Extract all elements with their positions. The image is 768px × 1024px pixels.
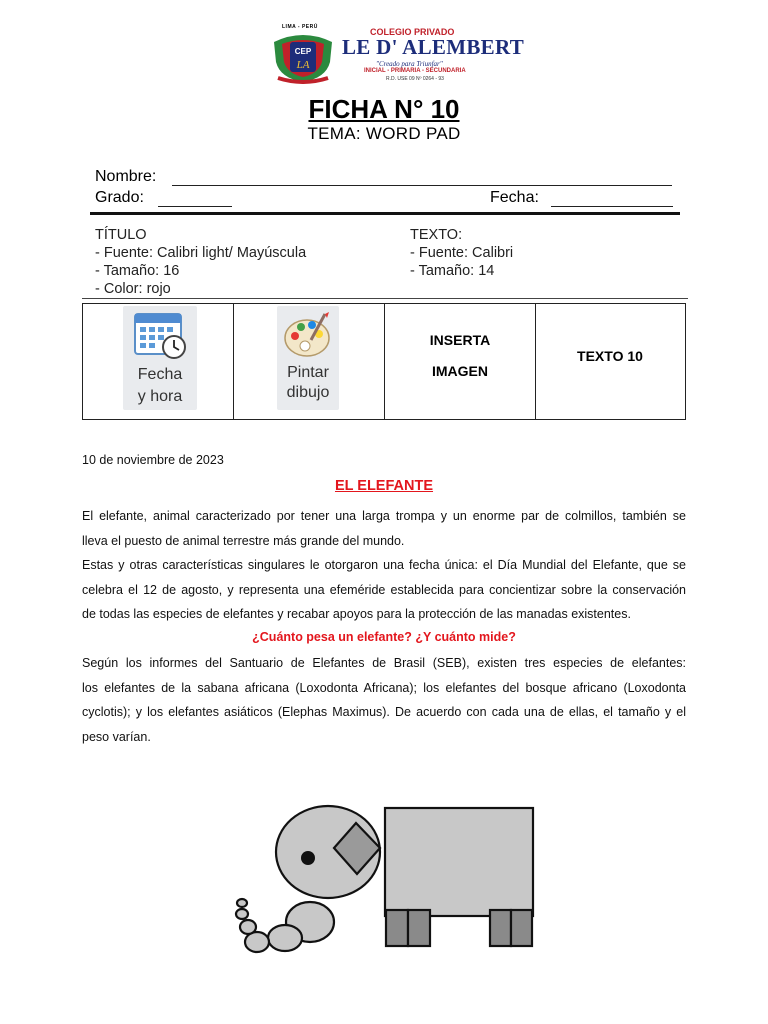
school-resolution: R.D. USE 09 Nº 0264 - 93 — [386, 76, 444, 82]
paragraph-2 — [82, 553, 686, 627]
document-date: 10 de noviembre de 2023 — [82, 453, 224, 467]
paint-label-1: Pintar — [287, 364, 329, 381]
insert-image-line-2: IMAGEN — [432, 363, 488, 379]
elephant-trunk-segment — [240, 920, 256, 934]
paragraph-line: El elefante, animal caracterizado por tener una larga trompa y un enorme par de colmillos, también se — [82, 509, 686, 523]
elephant-leg — [408, 910, 430, 946]
paragraph-line: lleva el puesto de animal terrestre más grande del mundo. — [82, 533, 405, 548]
date-time-label-2: y hora — [137, 388, 183, 405]
paint-palette-icon — [281, 310, 335, 362]
table-cell-text — [536, 304, 684, 419]
date-field-line[interactable] — [551, 206, 673, 207]
instruction-item: - Color: rojo — [95, 281, 171, 297]
paint-label-2: dibujo — [286, 384, 330, 401]
title-instructions — [95, 226, 306, 298]
school-motto: "Creado para Triunfar" — [376, 60, 443, 68]
name-field-line[interactable] — [172, 185, 672, 186]
elephant-trunk-segment — [268, 925, 302, 951]
divider — [82, 298, 688, 299]
svg-text:LA: LA — [296, 59, 310, 71]
text-10-label: TEXTO 10 — [577, 348, 643, 364]
instruction-item: - Fuente: Calibri — [410, 245, 514, 261]
name-label: Nombre: — [95, 168, 157, 185]
elephant-body — [385, 808, 533, 916]
instruction-item: - Fuente: Calibri light/ Mayúscula — [95, 245, 307, 261]
school-name: LE D' ALEMBERT — [342, 35, 525, 59]
document-subheading: ¿Cuánto pesa un elefante? ¿Y cuánto mide? — [252, 630, 516, 644]
elephant-leg — [386, 910, 408, 946]
table-cell-date-time — [83, 304, 234, 419]
insert-image-line-1: INSERTA — [429, 332, 491, 348]
date-time-label-1: Fecha — [137, 366, 183, 383]
title-instructions-heading: TÍTULO — [95, 227, 147, 243]
svg-text:CEP: CEP — [294, 47, 312, 56]
instruction-item: - Tamaño: 14 — [410, 263, 495, 279]
paragraph-3 — [82, 651, 686, 749]
page-subtitle: TEMA: WORD PAD — [307, 124, 461, 143]
text-instructions — [410, 226, 513, 280]
elephant-trunk-segment — [237, 899, 247, 907]
date-label: Fecha: — [490, 189, 539, 206]
document-heading: EL ELEFANTE — [334, 478, 434, 494]
grade-field-line[interactable] — [158, 206, 232, 207]
grade-label: Grado: — [95, 189, 144, 206]
logo-top-text: LIMA - PERÚ — [282, 24, 318, 30]
paragraph-line: Estas y otras características singulares le otorgaron una fecha única: el Día Mundial del Elefante, que se — [82, 558, 686, 572]
paragraph-line: los elefantes de la sabana africana (Loxodonta Africana); los elefantes del bosque africano (Loxodonta — [82, 680, 686, 695]
elephant-trunk-segment — [236, 909, 248, 919]
paint-drawing-button[interactable] — [277, 306, 339, 410]
paragraph-line: de todas las especies de elefantes y recabar apoyos para la protección de las manadas existentes. — [82, 607, 631, 621]
school-shield-icon — [270, 32, 336, 84]
school-levels: INICIAL - PRIMARIA - SECUNDARIA — [364, 68, 466, 74]
task-table — [82, 303, 686, 420]
divider — [90, 212, 680, 215]
calendar-clock-icon — [133, 310, 189, 360]
elephant-drawing — [220, 790, 550, 960]
paragraph-line: Según los informes del Santuario de Elefantes de Brasil (SEB), existen tres especies de elefantes: — [82, 656, 686, 670]
date-time-button[interactable] — [123, 306, 197, 410]
school-logo — [270, 24, 525, 86]
elephant-leg — [490, 910, 511, 946]
paragraph-line: celebra el 12 de agosto, y representa una efeméride establecida para concientizar sobre la conservación — [82, 582, 686, 597]
table-cell-insert-image — [385, 304, 536, 419]
paragraph-1 — [82, 504, 686, 553]
paragraph-line: peso varían. — [82, 729, 151, 744]
table-cell-paint — [234, 304, 385, 419]
paragraph-line: cyclotis); y los elefantes asiáticos (Elephas Maximus). De acuerdo con cada una de ellas, el tamaño y el — [82, 705, 686, 719]
page-title: FICHA N° 10 — [308, 94, 460, 124]
instruction-item: - Tamaño: 16 — [95, 263, 180, 279]
elephant-leg — [511, 910, 532, 946]
school-type: COLEGIO PRIVADO — [370, 27, 455, 37]
text-instructions-heading: TEXTO: — [410, 227, 463, 243]
elephant-eye — [301, 851, 315, 865]
